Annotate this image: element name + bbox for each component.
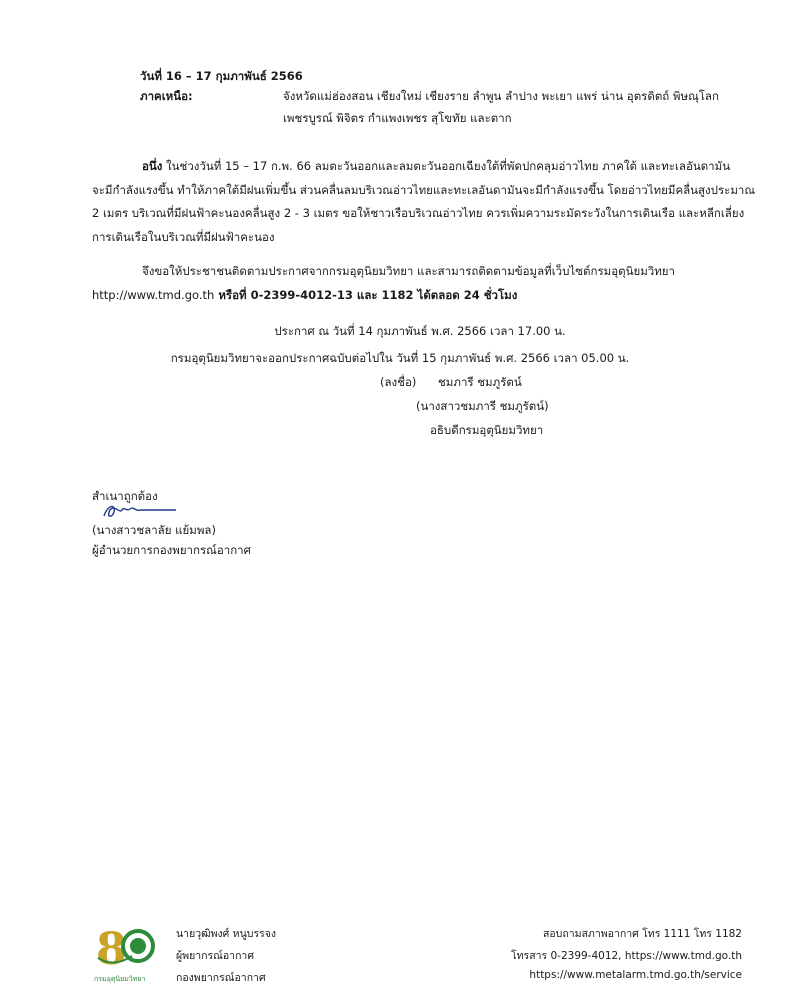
signature-icon (100, 500, 180, 524)
website-link[interactable]: http://www.tmd.go.th (92, 287, 215, 302)
note-line-1-text: ในช่วงวันที่ 15 – 17 ก.พ. 66 ลมตะวันออกและลมตะวันออกเฉียงใต้ที่พัดปกคลุมอ่าวไทย ภาคใต้ และทะเลอันดามัน (162, 159, 731, 173)
copy-position: ผู้อำนวยการกองพยากรณ์อากาศ (92, 543, 251, 557)
forecaster-role: ผู้พยากรณ์อากาศ (176, 950, 254, 962)
advice-line-2 (92, 284, 752, 308)
provinces-line-2: เพชรบูรณ์ พิจิตร กำแพงเพชร สุโขทัย และตาก (283, 111, 512, 125)
phone-text: หรือที่ 0-2399-4012-13 และ 1182 ได้ตลอด 24 ชั่วโมง (214, 287, 518, 302)
director-position: อธิบดีกรมอุตุนิยมวิทยา (430, 423, 544, 437)
certified-copy-label: สำเนาถูกต้อง (92, 489, 158, 503)
provinces-line-1: จังหวัดแม่ฮ่องสอน เชียงใหม่ เชียงราย ลำพูน ลำปาง พะเยา แพร่ น่าน อุตรดิตถ์ พิษณุโลก (283, 89, 719, 103)
contact-phone: สอบถามสภาพอากาศ โทร 1111 โทร 1182 (542, 928, 742, 940)
note-lead: อนึ่ง (142, 159, 163, 173)
note-paragraph (92, 155, 756, 249)
signed-label: (ลงชื่อ) (380, 375, 417, 389)
contact-service-link[interactable]: https://www.metalarm.tmd.go.th/service (529, 969, 742, 981)
tmd-80-logo-icon (94, 918, 156, 978)
director-full-name: (นางสาวชมภารี ชมภูรัตน์) (416, 399, 549, 413)
division-name: กองพยากรณ์อากาศ (176, 972, 266, 984)
issued-line: ประกาศ ณ วันที่ 14 กุมภาพันธ์ พ.ศ. 2566 เวลา 17.00 น. (274, 324, 566, 338)
copy-name: (นางสาวชลาลัย แย้มพล) (92, 523, 216, 537)
note-line-2: จะมีกำลังแรงขึ้น ทำให้ภาคใต้มีฝนเพิ่มขึ้น ส่วนคลื่นลมบริเวณอ่าวไทยและทะเลอันดามันจะมีกำลังแรงขึ้น โดยอ่าวไทยมีคลื่นสูงประมาณ (92, 182, 756, 197)
note-line-4: การเดินเรือในบริเวณที่มีฝนฟ้าคะนอง (92, 229, 275, 244)
note-line-1 (92, 155, 752, 179)
forecast-date: วันที่ 16 – 17 กุมภาพันธ์ 2566 (140, 69, 303, 83)
note-line-3: 2 เมตร บริเวณที่มีฝนฟ้าคะนองคลื่นสูง 2 - 3 เมตร ขอให้ชาวเรือบริเวณอ่าวไทย ควรเพิ่มความระมัดระวังในการเดินเรือ และหลีกเลี่ยง (92, 206, 745, 220)
region-label: ภาคเหนือ: (140, 89, 193, 103)
logo-caption: กรมอุตุนิยมวิทยา (94, 975, 146, 983)
signed-name: ชมภารี ชมภูรัตน์ (438, 375, 522, 389)
forecaster-name: นายวุฒิพงศ์ หนูบรรจง (176, 928, 276, 940)
advice-line-1: จึงขอให้ประชาชนติดตามประกาศจากกรมอุตุนิยมวิทยา และสามารถติดตามข้อมูลที่เว็บไซต์กรมอุตุนิยมวิทยา (142, 264, 676, 278)
advice-paragraph (92, 260, 752, 307)
contact-fax-website[interactable]: โทรสาร 0-2399-4012, https://www.tmd.go.th (511, 950, 742, 962)
next-issue-line: กรมอุตุนิยมวิทยาจะออกประกาศฉบับต่อไปใน วันที่ 15 กุมภาพันธ์ พ.ศ. 2566 เวลา 05.00 น. (170, 351, 630, 365)
svg-text:8: 8 (96, 924, 127, 975)
